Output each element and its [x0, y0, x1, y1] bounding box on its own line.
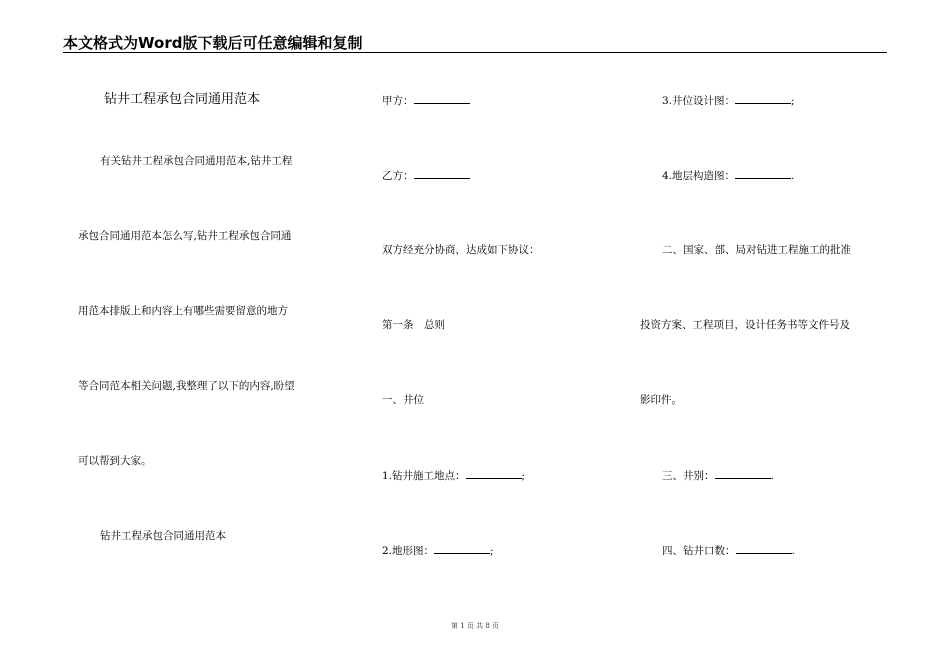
paragraph-line: 可以帮到大家。	[78, 455, 152, 467]
doc-title: 钻井工程承包合同通用范本	[104, 92, 261, 107]
party-a-label: 甲方：	[382, 95, 414, 107]
page-number: 第 1 页 共 8 页	[450, 622, 500, 630]
well-count-field	[662, 543, 795, 558]
drilling-location-label: 1.钻井施工地点：	[382, 470, 466, 482]
geology-map-label: 4.地层构造图：	[662, 170, 736, 182]
section-heading: 一、井位	[382, 394, 424, 406]
paragraph-line: 承包合同通用范本怎么写,钻井工程承包合同通	[78, 230, 292, 242]
paragraph-line: 有关钻井工程承包合同通用范本,钻井工程	[100, 155, 293, 167]
paragraph-line: 投资方案、工程项目，设计任务书等文件号及	[640, 319, 850, 331]
well-count-label: 四、钻井口数：	[662, 545, 736, 557]
party-a-field	[382, 93, 470, 108]
party-b-label: 乙方：	[382, 170, 414, 182]
well-count-blank	[736, 543, 792, 554]
well-type-field	[662, 468, 774, 483]
header-divider	[63, 52, 887, 53]
punctuation: .	[770, 470, 774, 482]
doc-subtitle: 钻井工程承包合同通用范本	[100, 530, 226, 542]
geology-map-field	[662, 168, 794, 183]
paragraph-line: 用范本排版上和内容上有哪些需要留意的地方	[78, 305, 288, 317]
agreement-statement: 双方经充分协商，达成如下协议：	[382, 244, 540, 256]
topographic-map-field	[382, 543, 494, 558]
punctuation: ;	[490, 545, 494, 557]
drilling-location-blank	[466, 468, 522, 479]
topographic-map-label: 2.地形图：	[382, 545, 435, 557]
well-type-label: 三、井别：	[662, 470, 715, 482]
document-header: 本文格式为Word版下载后可任意编辑和复制	[63, 34, 363, 52]
punctuation: .	[791, 170, 795, 182]
article-heading: 第一条 总则	[382, 319, 445, 331]
paragraph-line: 等合同范本相关问题,我整理了以下的内容,盼望	[78, 380, 295, 392]
well-type-blank	[715, 468, 771, 479]
paragraph-line: 影印件。	[640, 394, 682, 406]
party-b-blank	[414, 168, 470, 179]
punctuation: .	[791, 545, 795, 557]
well-design-field	[662, 93, 795, 108]
topographic-map-blank	[434, 543, 490, 554]
party-a-blank	[414, 93, 470, 104]
drilling-location-field	[382, 468, 525, 483]
well-design-blank	[735, 93, 791, 104]
well-design-label: 3.井位设计图：	[662, 95, 736, 107]
section-heading: 二、国家、部、局对钻进工程施工的批准	[662, 244, 851, 256]
punctuation: ;	[521, 470, 526, 482]
party-b-field	[382, 168, 470, 183]
geology-map-blank	[735, 168, 791, 179]
punctuation: ;	[791, 95, 795, 107]
